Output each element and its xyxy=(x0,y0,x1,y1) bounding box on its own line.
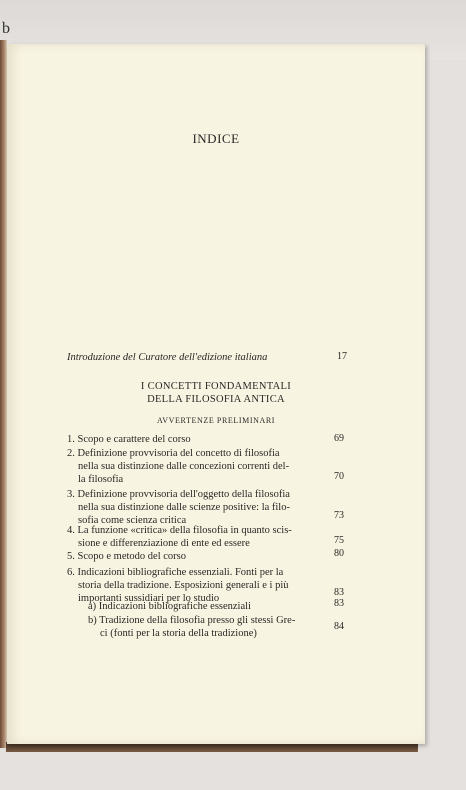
intro-label: Introduzione del Curatore dell'edizione italiana xyxy=(67,352,268,363)
intro-entry xyxy=(67,351,267,364)
toc-entry xyxy=(67,524,292,550)
toc-entry xyxy=(67,447,289,486)
toc-page-number: 75 xyxy=(334,535,344,546)
toc-subentry-line: a) Indicazioni bibliografiche essenziali xyxy=(88,601,251,612)
toc-entry-line: 6. Indicazioni bibliografiche essenziali. Fonti per la xyxy=(67,567,284,578)
intro-page-number: 17 xyxy=(337,351,347,362)
toc-entry-line: la filosofia xyxy=(78,474,124,485)
toc-page-number: 83 xyxy=(334,598,344,609)
toc-entry-line: 2. Definizione provvisoria del concetto di filosofia xyxy=(67,448,280,459)
toc-entry-line: 5. Scopo e metodo del corso xyxy=(67,551,186,562)
toc-entry xyxy=(67,550,186,563)
toc-page-number: 83 xyxy=(334,587,344,598)
toc-subentry xyxy=(88,600,251,613)
toc-entry-line: storia della tradizione. Esposizioni generali e i più xyxy=(78,580,289,591)
toc-entry-line: nella sua distinzione dalle concezioni correnti del- xyxy=(78,461,290,472)
toc-entry-line: 3. Definizione provvisoria dell'oggetto della filosofia xyxy=(67,489,290,500)
section-heading-line-1: I CONCETTI FONDAMENTALI xyxy=(140,381,292,392)
corner-handwritten-mark: b xyxy=(2,20,10,37)
toc-entry xyxy=(67,488,290,527)
toc-page-number: 69 xyxy=(334,433,344,444)
book-spine xyxy=(0,40,7,748)
toc-page-number: 84 xyxy=(334,621,344,632)
toc-entry-line: sofia come scienza critica xyxy=(78,515,187,526)
toc-entry-line: sione e differenziazione di ente ed essere xyxy=(78,538,250,549)
toc-entry-line: 4. La funzione «critica» della filosofia in quanto scis- xyxy=(67,525,292,536)
toc-entry-line: importanti sussidiari per lo studio xyxy=(78,593,220,604)
book-page xyxy=(7,44,425,744)
toc-subentry xyxy=(88,614,295,640)
section-heading-line-2: DELLA FILOSOFIA ANTICA xyxy=(147,394,285,405)
toc-page-number: 80 xyxy=(334,548,344,559)
subsection-heading: AVVERTENZE PRELIMINARI xyxy=(156,416,276,425)
toc-page-number: 73 xyxy=(334,510,344,521)
page-title: INDICE xyxy=(192,131,240,146)
toc-subentry-line: b) Tradizione della filosofia presso gli stessi Gre- xyxy=(88,615,296,626)
toc-entry xyxy=(67,433,191,446)
toc-entry-line: nella sua distinzione dalle scienze positive: la filo- xyxy=(78,502,290,513)
section-heading xyxy=(7,380,425,406)
toc-subentry-line: ci (fonti per la storia della tradizione) xyxy=(100,628,257,639)
toc-page-number: 70 xyxy=(334,471,344,482)
toc-entry-line: 1. Scopo e carattere del corso xyxy=(67,434,191,445)
